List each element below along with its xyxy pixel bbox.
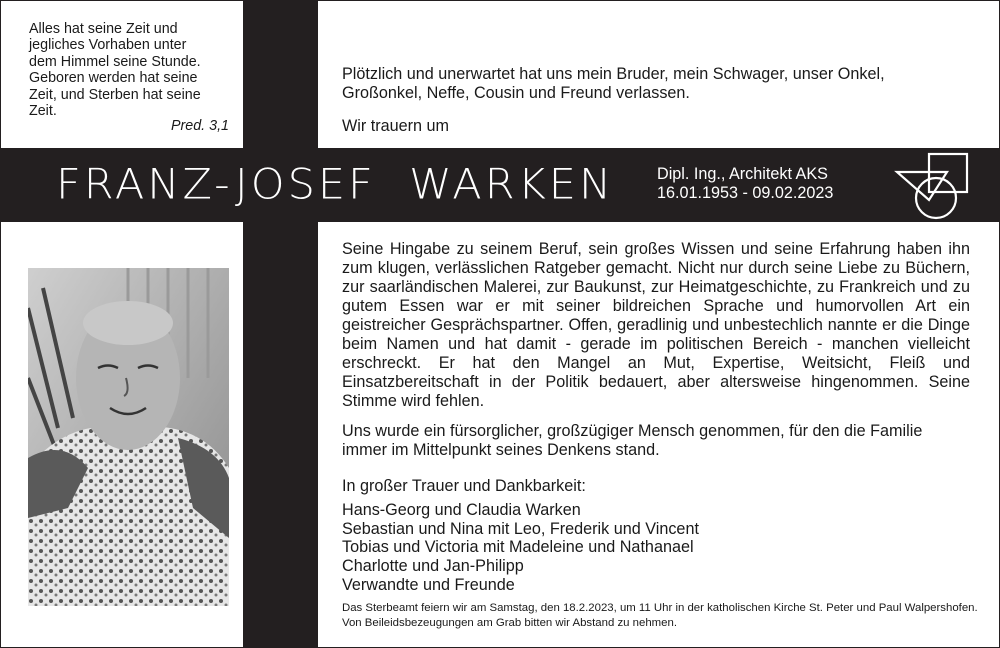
mourn-text: Wir trauern um bbox=[342, 117, 450, 135]
family-member: Verwandte und Freunde bbox=[342, 575, 515, 594]
verse-line: Zeit. bbox=[29, 103, 57, 120]
architect-geometric-logo-icon bbox=[893, 152, 973, 220]
funeral-notice: Das Sterbeamt feiern wir am Samstag, den 18.2.2023, um 11 Uhr in der katholischen Kirche St. Peter und Paul Walpershofen. Von Beileidsbezeugungen am Grab bitten wir Abstand zu nehmen. bbox=[342, 602, 978, 629]
deceased-dates: 16.01.1953 - 09.02.2023 bbox=[657, 184, 834, 202]
family-member: Sebastian und Nina mit Leo, Frederik und Vincent bbox=[342, 519, 699, 538]
deceased-title: Dipl. Ing., Architekt AKS bbox=[657, 165, 828, 183]
closing-line: In großer Trauer und Dankbarkeit: bbox=[342, 477, 586, 495]
verse-line: dem Himmel seine Stunde. bbox=[29, 53, 201, 70]
intro-line: Plötzlich und unerwartet hat uns mein Bruder, mein Schwager, unser Onkel, bbox=[342, 65, 885, 83]
deceased-info bbox=[657, 165, 833, 203]
family-member: Hans-Georg und Claudia Warken bbox=[342, 501, 581, 519]
bible-verse bbox=[29, 21, 239, 119]
family-paragraph: Uns wurde ein fürsorglicher, großzügiger Mensch genommen, für den die Familie immer im Mittelpunkt seines Denkens stand. bbox=[342, 422, 923, 459]
family-list bbox=[342, 501, 699, 595]
verse-line: jegliches Vorhaben unter bbox=[29, 37, 187, 54]
verse-line: Geboren werden hat seine bbox=[29, 70, 198, 87]
verse-reference: Pred. 3,1 bbox=[170, 118, 229, 134]
portrait-photo-icon bbox=[28, 268, 229, 606]
verse-line: Alles hat seine Zeit und bbox=[29, 21, 178, 37]
deceased-name: FRANZ-JOSEF WARKEN bbox=[56, 160, 615, 210]
tribute-paragraph: Seine Hingabe zu seinem Beruf, sein großes Wissen und seine Erfahrung haben ihn zum klugen, verlässlichen Ratgeber gemacht. Nicht nur durch seine Liebe zu Büchern, zur saarländischen Malerei, zur Baukunst, zur Heimatgeschichte, zu Frankreich und zu gutem Essen war er mit seiner bildreichen Sprache und humorvollen Art ein geistreicher Gesprächspartner. Offen, geradlinig und unbestechlich nannte er die Dinge beim Namen und hat damit - gerade im politischen Bereich - manchen vielleicht erschreckt. Er hat den Mangel an Mut, Expertise, Weitsicht, Fleiß und Einsatzbereitschaft in der Politik bedauert, aber altersweise hingenommen. Seine Stimme wird fehlen. bbox=[342, 240, 970, 410]
verse-line: Zeit, und Sterben hat seine bbox=[29, 86, 201, 103]
family-member: Tobias und Victoria mit Madeleine und Nathanael bbox=[342, 538, 694, 557]
intro-text bbox=[342, 65, 982, 102]
family-member: Charlotte und Jan-Philipp bbox=[342, 557, 524, 576]
intro-line: Großonkel, Neffe, Cousin und Freund verlassen. bbox=[342, 83, 690, 102]
